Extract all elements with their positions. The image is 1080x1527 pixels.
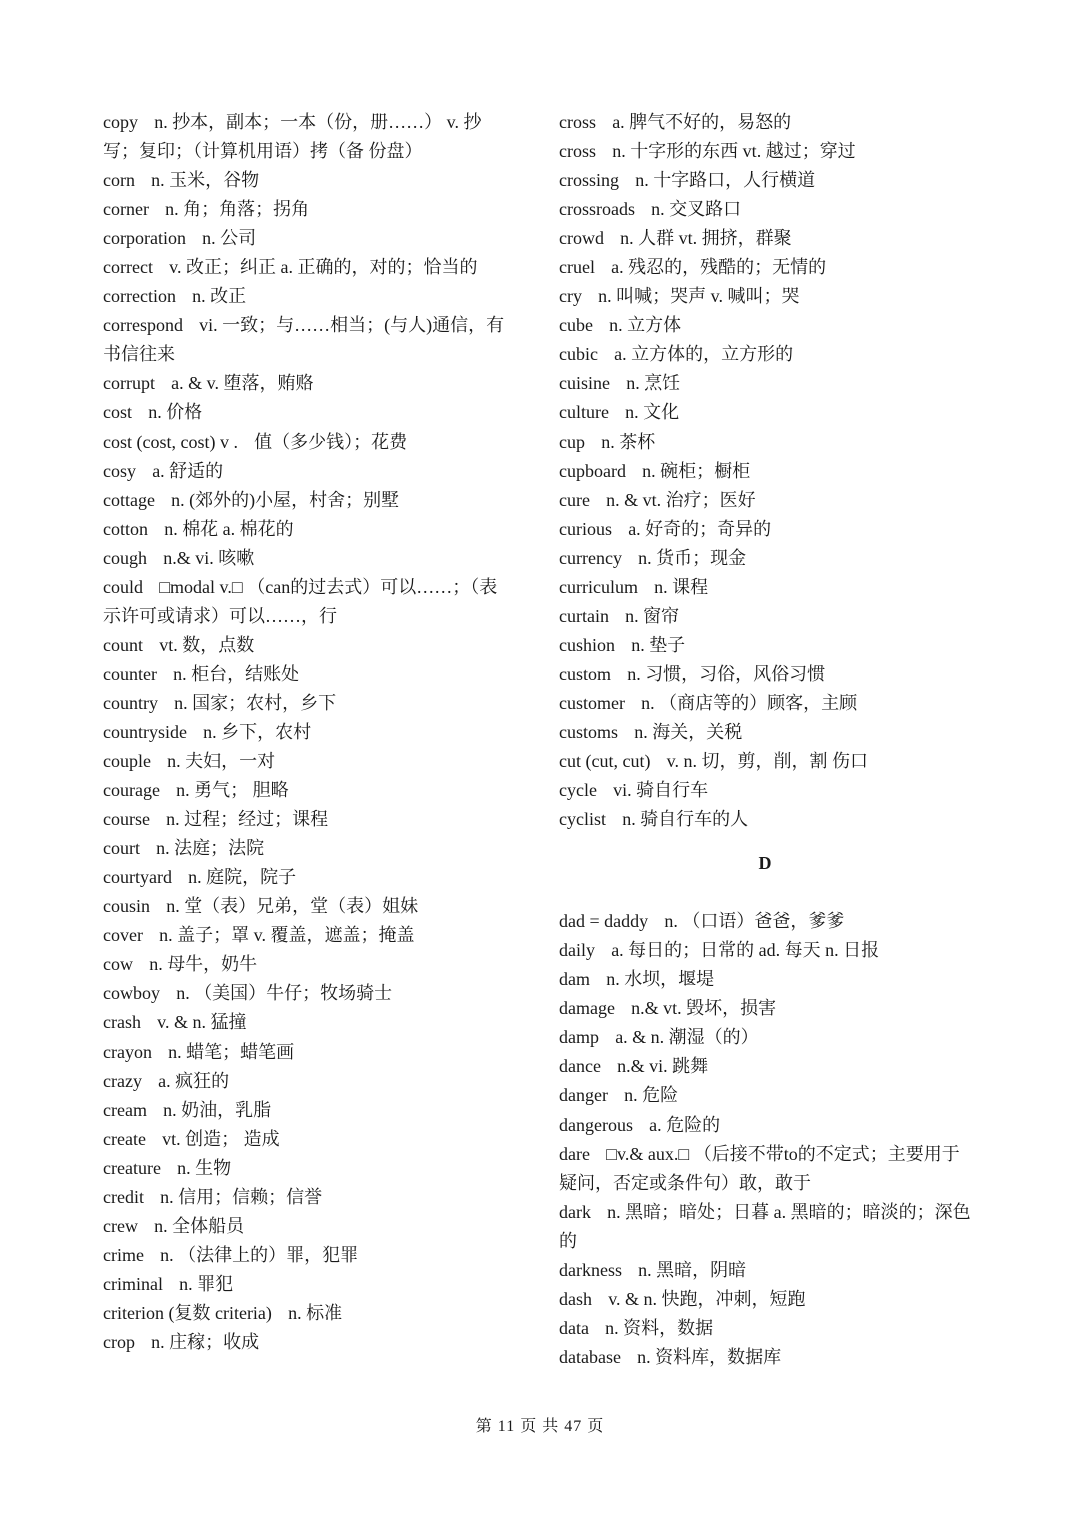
entry-word: corporation xyxy=(103,228,186,249)
vocab-entry xyxy=(103,1299,515,1328)
entry-definition: n. 蜡笔；蜡笔画 xyxy=(168,1041,295,1062)
entry-word: crossing xyxy=(559,170,619,191)
entry-definition: n. 法庭；法院 xyxy=(156,838,265,859)
vocab-entry xyxy=(103,311,515,369)
right-entries-d xyxy=(559,907,971,1372)
entry-definition: n. 危险 xyxy=(624,1085,679,1106)
entry-word: counter xyxy=(103,663,157,684)
vocab-entry xyxy=(559,1140,971,1198)
entry-definition: n. 堂（表）兄弟，堂（表）姐妹 xyxy=(166,896,419,917)
entry-word: dangerous xyxy=(559,1114,633,1135)
entry-word: cruel xyxy=(559,257,595,278)
entry-definition: n. 柜台，结账处 xyxy=(173,663,300,684)
vocab-entry xyxy=(103,1212,515,1241)
entry-word: curtain xyxy=(559,605,609,626)
vocab-entry xyxy=(103,544,515,573)
vocab-entry xyxy=(559,515,971,544)
entry-word: copy xyxy=(103,112,138,132)
entry-definition: n. 碗柜；橱柜 xyxy=(642,460,751,481)
vocab-entry xyxy=(103,1008,515,1037)
entry-definition: a. & n. 潮湿（的） xyxy=(615,1027,759,1048)
entry-definition: n. 乡下，农村 xyxy=(203,721,312,742)
entry-definition: n. 货币；现金 xyxy=(638,547,747,568)
entry-word: dash xyxy=(559,1288,592,1309)
entry-definition: n. 价格 xyxy=(148,402,203,423)
vocab-entry xyxy=(559,398,971,427)
vocab-entry xyxy=(559,936,971,965)
entry-word: cow xyxy=(103,954,133,975)
entry-definition: n. 水坝，堰堤 xyxy=(606,969,715,990)
entry-word: cycle xyxy=(559,780,597,801)
entry-word: criminal xyxy=(103,1273,163,1294)
entry-definition: n. 角；角落；拐角 xyxy=(165,199,310,220)
entry-definition: a. 疯狂的 xyxy=(158,1070,230,1091)
entry-word: crew xyxy=(103,1215,138,1236)
entry-word: creature xyxy=(103,1157,161,1178)
entry-definition: a. 危险的 xyxy=(649,1114,721,1135)
entry-definition: n. 庄稼；收成 xyxy=(151,1331,260,1352)
entry-definition: vi. 一致；与……相当；(与人)通信，有书信往来 xyxy=(103,315,505,365)
vocab-entry xyxy=(103,1241,515,1270)
entry-word: cost (cost, cost) v . xyxy=(103,431,238,452)
entry-word: cyclist xyxy=(559,809,606,830)
entry-word: couple xyxy=(103,751,151,772)
vocab-entry xyxy=(103,1183,515,1212)
entry-definition: n. 垫子 xyxy=(631,634,686,655)
entry-definition: n. 母牛，奶牛 xyxy=(149,954,258,975)
entry-definition: n. （法律上的）罪，犯罪 xyxy=(160,1244,359,1265)
vocab-entry xyxy=(103,776,515,805)
vocab-entry xyxy=(559,907,971,936)
vocab-entry xyxy=(103,166,515,195)
entry-definition: n. 资料，数据 xyxy=(605,1317,714,1338)
vocab-entry xyxy=(559,1052,971,1081)
entry-definition: n. 过程；经过；课程 xyxy=(166,809,329,830)
entry-definition: n. 标准 xyxy=(288,1302,343,1323)
entry-word: court xyxy=(103,838,140,859)
entry-definition: a. 脾气不好的，易怒的 xyxy=(612,112,792,132)
entry-definition: a. & v. 堕落，贿赂 xyxy=(171,373,314,394)
vocab-entry xyxy=(559,544,971,573)
entry-definition: v. 改正；纠正 a. 正确的，对的；恰当的 xyxy=(169,257,478,278)
vocab-entry xyxy=(103,224,515,253)
entry-word: credit xyxy=(103,1186,144,1207)
vocab-entry xyxy=(103,747,515,776)
entry-definition: n. 交叉路口 xyxy=(651,199,742,220)
entry-definition: n. （口语）爸爸，爹爹 xyxy=(664,911,845,932)
entry-word: cure xyxy=(559,489,590,510)
entry-definition: n. 棉花 a. 棉花的 xyxy=(164,518,294,539)
entry-definition: n. 国家；农村，乡下 xyxy=(174,692,337,713)
vocab-entry xyxy=(103,1270,515,1299)
entry-definition: n. 人群 vt. 拥挤，群聚 xyxy=(620,228,792,249)
vocab-entry xyxy=(559,1256,971,1285)
vocab-entry xyxy=(103,892,515,921)
entry-definition: n. 公司 xyxy=(202,228,257,249)
vocab-entry xyxy=(103,282,515,311)
vocab-entry xyxy=(103,1125,515,1154)
entry-word: cost xyxy=(103,402,132,423)
vocab-entry xyxy=(103,398,515,427)
entry-word: dance xyxy=(559,1056,601,1077)
entry-word: criterion (复数 criteria) xyxy=(103,1302,272,1323)
vocab-entry xyxy=(559,1023,971,1052)
entry-word: correct xyxy=(103,257,153,278)
entry-word: culture xyxy=(559,402,609,423)
entry-word: cotton xyxy=(103,518,148,539)
vocab-entry xyxy=(103,979,515,1008)
entry-word: currency xyxy=(559,547,622,568)
entry-definition: a. 舒适的 xyxy=(152,460,224,481)
entry-definition: n. 抄本，副本；一本（份，册……） v. 抄写；复印；（计算机用语）拷（备 份盘） xyxy=(103,112,482,162)
entry-word: cup xyxy=(559,431,585,452)
entry-definition: n. 勇气； 胆略 xyxy=(176,780,289,801)
vocab-entry xyxy=(559,573,971,602)
entry-definition: n. 信用；信赖；信誉 xyxy=(160,1186,323,1207)
entry-definition: n. 改正 xyxy=(192,286,247,307)
entry-word: countryside xyxy=(103,721,187,742)
entry-word: create xyxy=(103,1128,146,1149)
left-column xyxy=(103,108,515,1357)
entry-definition: n. 海关，关税 xyxy=(634,721,743,742)
entry-definition: n. 夫妇，一对 xyxy=(167,751,276,772)
entry-definition: n. 烹饪 xyxy=(626,373,681,394)
entry-word: courage xyxy=(103,780,160,801)
entry-word: darkness xyxy=(559,1259,622,1280)
entry-definition: n. 罪犯 xyxy=(179,1273,234,1294)
right-column xyxy=(559,108,971,1372)
vocab-entry xyxy=(559,689,971,718)
entry-word: daily xyxy=(559,940,595,961)
entry-definition: n. 生物 xyxy=(177,1157,232,1178)
entry-word: cross xyxy=(559,112,596,132)
entry-word: crash xyxy=(103,1012,141,1033)
vocab-entry xyxy=(559,224,971,253)
entry-definition: n. 茶杯 xyxy=(601,431,656,452)
entry-word: country xyxy=(103,692,158,713)
entry-word: crayon xyxy=(103,1041,152,1062)
entry-definition: n.& vi. 跳舞 xyxy=(617,1056,709,1077)
vocab-entry xyxy=(103,863,515,892)
entry-definition: v. & n. 猛撞 xyxy=(157,1012,247,1033)
vocab-entry xyxy=(559,369,971,398)
entry-definition: n. 盖子；罩 v. 覆盖，遮盖；掩盖 xyxy=(159,925,415,946)
entry-word: dad = daddy xyxy=(559,911,649,932)
entry-word: cough xyxy=(103,547,147,568)
entry-word: cosy xyxy=(103,460,136,481)
vocab-entry xyxy=(559,1285,971,1314)
entry-word: dark xyxy=(559,1201,591,1222)
entry-word: data xyxy=(559,1317,589,1338)
entry-word: cubic xyxy=(559,344,598,365)
section-letter-heading: D xyxy=(758,853,772,874)
entry-definition: n.& vi. 咳嗽 xyxy=(163,547,255,568)
entry-definition: v. n. 切，剪，削，割 伤口 xyxy=(666,751,868,772)
entry-word: cross xyxy=(559,141,596,162)
vocab-entry xyxy=(103,1096,515,1125)
vocab-entry xyxy=(103,1067,515,1096)
vocab-entry xyxy=(559,457,971,486)
vocab-entry xyxy=(103,689,515,718)
entry-word: danger xyxy=(559,1085,608,1106)
vocab-entry xyxy=(103,1038,515,1067)
vocab-entry xyxy=(559,1111,971,1140)
entry-definition: n. （美国）牛仔；牧场骑士 xyxy=(176,983,393,1004)
vocab-entry xyxy=(103,457,515,486)
vocab-entry xyxy=(103,515,515,544)
entry-word: dare xyxy=(559,1143,590,1164)
vocab-entry xyxy=(103,660,515,689)
entry-definition: n. 十字路口，人行横道 xyxy=(635,170,816,191)
vocab-entry xyxy=(559,137,971,166)
entry-word: corn xyxy=(103,170,135,191)
entry-word: cry xyxy=(559,286,582,307)
vocab-entry xyxy=(103,921,515,950)
entry-definition: a. 好奇的；奇异的 xyxy=(628,518,772,539)
entry-definition: n. 玉米，谷物 xyxy=(151,170,260,191)
entry-definition: v. & n. 快跑，冲刺，短跑 xyxy=(608,1288,806,1309)
right-entries-c xyxy=(559,108,971,834)
entry-word: damp xyxy=(559,1027,599,1048)
entry-word: crop xyxy=(103,1331,135,1352)
vocab-entry xyxy=(559,195,971,224)
entry-word: curriculum xyxy=(559,576,638,597)
vocab-entry xyxy=(559,631,971,660)
vocab-entry xyxy=(559,805,971,834)
entry-definition: n. 习惯，习俗，风俗习惯 xyxy=(627,663,826,684)
entry-word: cuisine xyxy=(559,373,610,394)
page-footer: 第 11 页 共 47 页 xyxy=(475,1418,605,1435)
entry-word: correspond xyxy=(103,315,183,336)
entry-definition: n. 十字形的东西 vt. 越过；穿过 xyxy=(612,141,856,162)
vocab-entry xyxy=(103,950,515,979)
entry-word: crossroads xyxy=(559,199,635,220)
vocab-entry xyxy=(103,1154,515,1183)
entry-word: crazy xyxy=(103,1070,142,1091)
entry-definition: n. 叫喊；哭声 v. 喊叫；哭 xyxy=(598,286,800,307)
entry-word: damage xyxy=(559,998,615,1019)
vocab-entry xyxy=(559,602,971,631)
entry-word: cream xyxy=(103,1099,147,1120)
entry-word: dam xyxy=(559,969,590,990)
entry-word: corner xyxy=(103,199,149,220)
vocab-entry xyxy=(559,1314,971,1343)
vocab-entry xyxy=(559,747,971,776)
vocab-entry xyxy=(559,776,971,805)
entry-word: cube xyxy=(559,315,593,336)
vocab-entry xyxy=(559,108,971,137)
entry-definition: 值（多少钱）；花费 xyxy=(254,431,408,452)
entry-word: cousin xyxy=(103,896,150,917)
entry-word: customs xyxy=(559,721,619,742)
entry-definition: vt. 数，点数 xyxy=(159,634,255,655)
vocab-entry xyxy=(103,805,515,834)
vocab-entry xyxy=(559,428,971,457)
entry-definition: n. 课程 xyxy=(654,576,709,597)
vocab-entry xyxy=(103,108,515,166)
entry-definition: vt. 创造； 造成 xyxy=(162,1128,280,1149)
entry-definition: n. 文化 xyxy=(625,402,680,423)
entry-definition: □modal v.□ （can的过去式）可以……；（表示许可或请求）可以……，行 xyxy=(103,576,498,626)
entry-definition: n. & vt. 治疗；医好 xyxy=(606,489,756,510)
entry-definition: n. 庭院，院子 xyxy=(188,867,297,888)
entry-word: curious xyxy=(559,518,612,539)
entry-definition: n. 黑暗；暗处；日暮 a. 黑暗的；暗淡的；深色的 xyxy=(559,1201,971,1251)
entry-word: cupboard xyxy=(559,460,626,481)
vocab-entry xyxy=(559,1081,971,1110)
vocab-entry xyxy=(103,486,515,515)
vocab-entry xyxy=(103,369,515,398)
entry-word: correction xyxy=(103,286,176,307)
vocab-entry xyxy=(103,1328,515,1357)
entry-definition: vi. 骑自行车 xyxy=(613,780,709,801)
entry-word: database xyxy=(559,1346,621,1367)
vocab-entry xyxy=(559,486,971,515)
vocab-entry xyxy=(103,718,515,747)
vocab-entry xyxy=(103,834,515,863)
entry-word: customer xyxy=(559,692,625,713)
entry-definition: a. 残忍的，残酷的；无情的 xyxy=(611,257,827,278)
entry-word: cowboy xyxy=(103,983,160,1004)
entry-word: crime xyxy=(103,1244,144,1265)
entry-word: courtyard xyxy=(103,867,172,888)
entry-definition: n. 黑暗，阴暗 xyxy=(638,1259,747,1280)
entry-definition: n. 奶油，乳脂 xyxy=(163,1099,272,1120)
entry-word: crowd xyxy=(559,228,604,249)
vocab-entry xyxy=(559,718,971,747)
entry-word: cover xyxy=(103,925,143,946)
vocab-entry xyxy=(559,1343,971,1372)
entry-word: custom xyxy=(559,663,611,684)
vocab-entry xyxy=(559,660,971,689)
entry-word: cut (cut, cut) xyxy=(559,751,651,772)
vocab-entry xyxy=(103,573,515,631)
entry-definition: n.& vt. 毁坏，损害 xyxy=(631,998,777,1019)
entry-word: could xyxy=(103,576,143,597)
entry-word: course xyxy=(103,809,150,830)
vocab-entry xyxy=(559,340,971,369)
entry-definition: n. 窗帘 xyxy=(625,605,680,626)
vocab-entry xyxy=(559,311,971,340)
vocab-entry xyxy=(103,253,515,282)
vocab-entry xyxy=(559,1198,971,1256)
entry-definition: n. 立方体 xyxy=(609,315,682,336)
entry-word: corrupt xyxy=(103,373,155,394)
vocab-entry xyxy=(559,965,971,994)
entry-definition: n. 资料库，数据库 xyxy=(637,1346,782,1367)
entry-word: cushion xyxy=(559,634,615,655)
entry-word: cottage xyxy=(103,489,155,510)
entry-definition: n. 骑自行车的人 xyxy=(622,809,749,830)
entry-definition: a. 立方体的，立方形的 xyxy=(614,344,794,365)
vocab-entry xyxy=(103,428,515,457)
entry-definition: n. (郊外的)小屋，村舍；别墅 xyxy=(171,489,400,510)
entry-definition: n. （商店等的）顾客，主顾 xyxy=(641,692,858,713)
vocab-entry xyxy=(559,166,971,195)
entry-definition: a. 每日的；日常的 ad. 每天 n. 日报 xyxy=(611,940,880,961)
vocab-entry xyxy=(559,282,971,311)
vocab-entry xyxy=(103,631,515,660)
vocab-entry xyxy=(559,994,971,1023)
vocab-entry xyxy=(103,195,515,224)
vocab-entry xyxy=(559,253,971,282)
entry-definition: □v.& aux.□ （后接不带to的不定式；主要用于疑问，否定或条件句）敢，敢于 xyxy=(559,1143,960,1193)
entry-definition: n. 全体船员 xyxy=(154,1215,245,1236)
entry-word: count xyxy=(103,634,143,655)
